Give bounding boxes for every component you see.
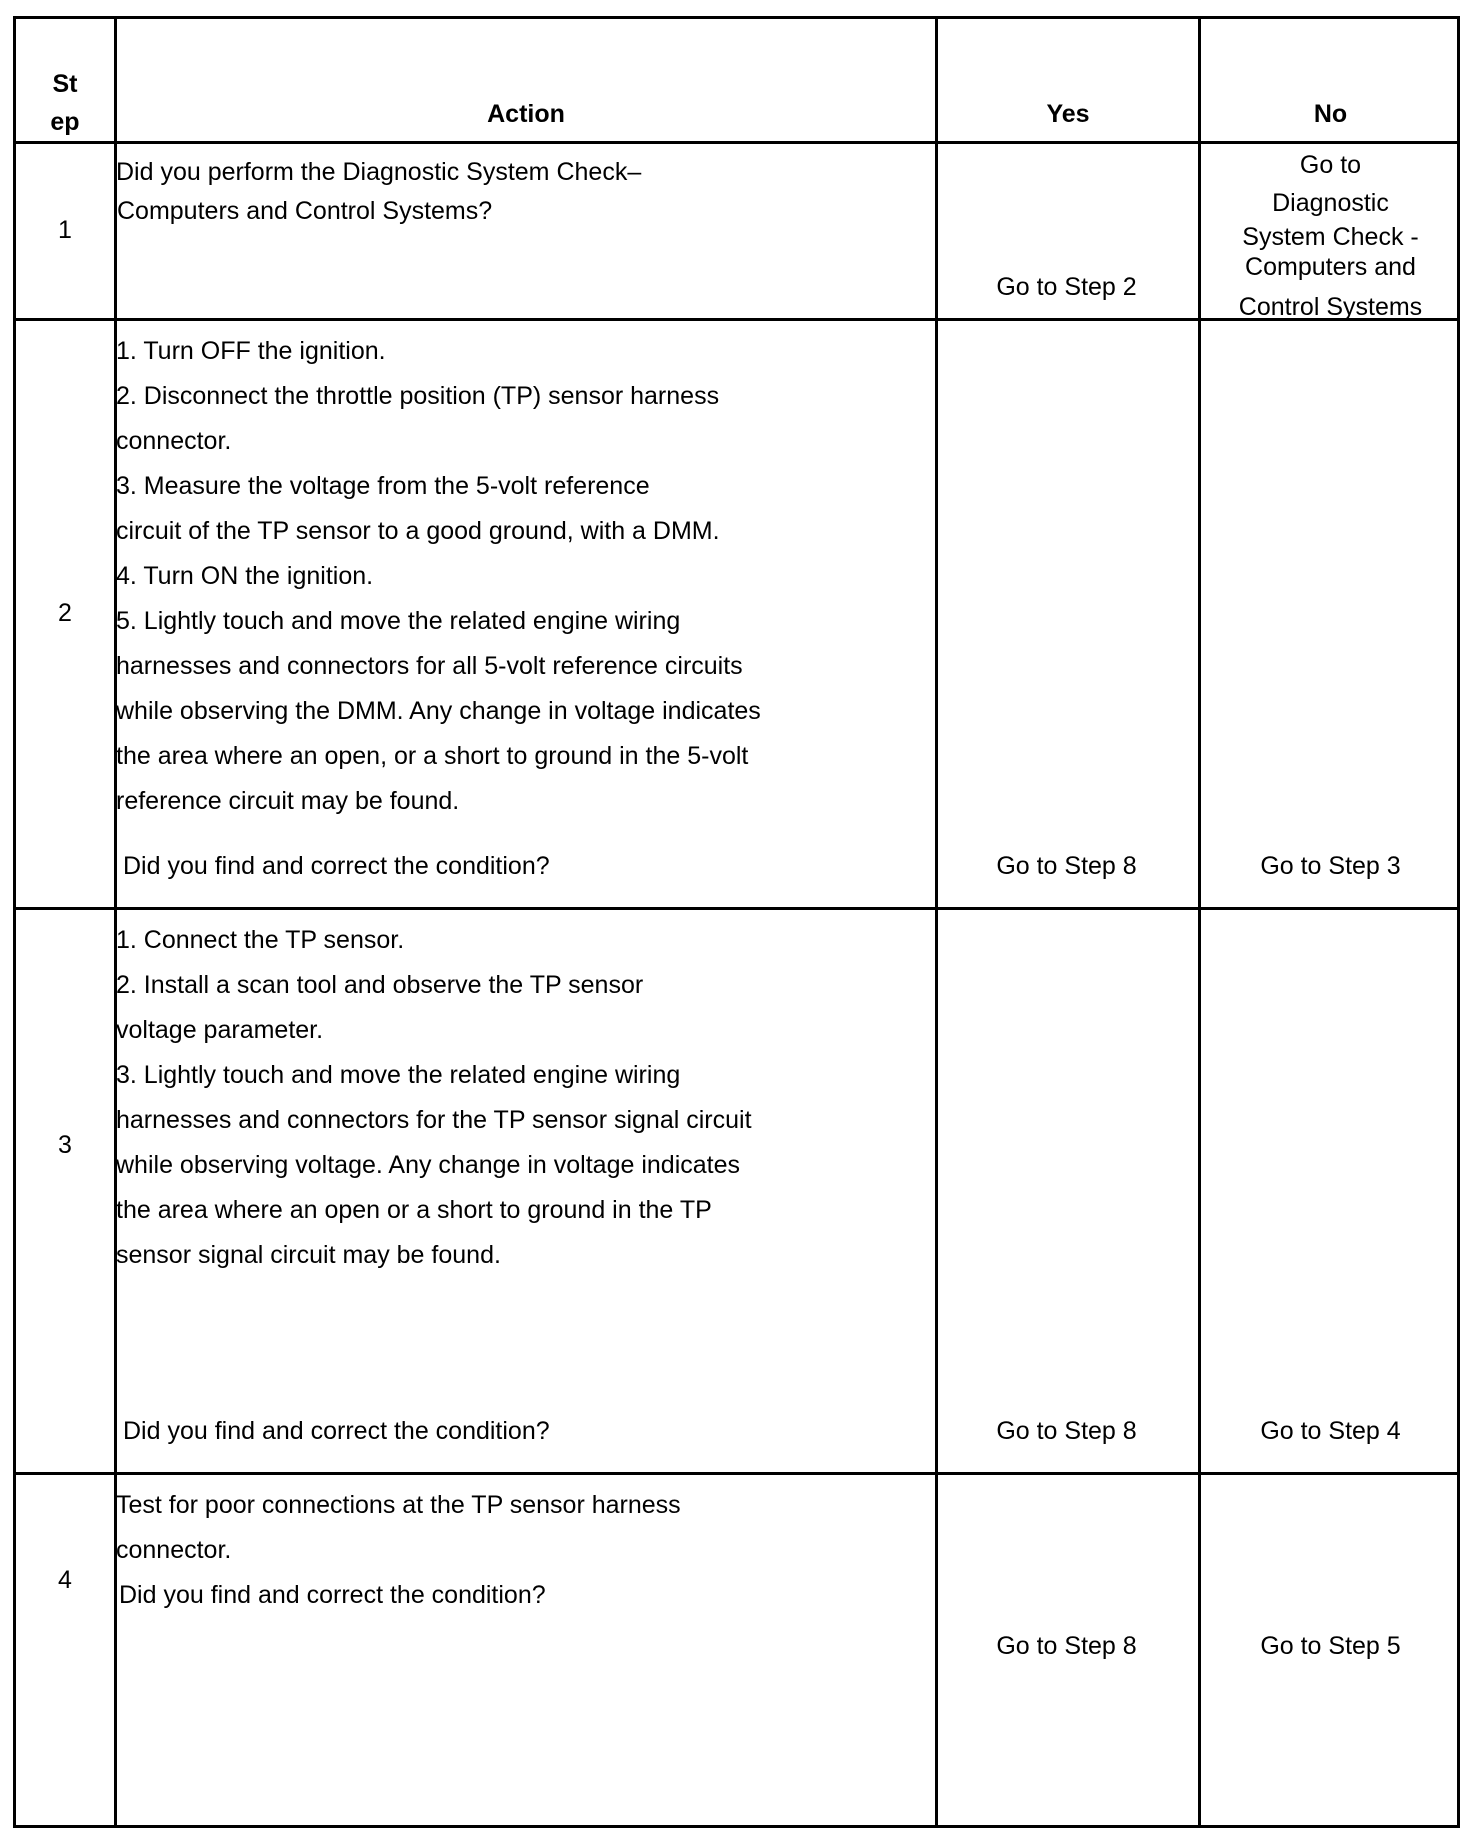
action-line: circuit of the TP sensor to a good ground, with a DMM.: [116, 517, 720, 545]
action-line: harnesses and connectors for all 5-volt reference circuits: [116, 652, 743, 680]
action-text: [116, 918, 752, 1278]
table-row: [16, 907, 1457, 1475]
header-yes: Yes: [1046, 100, 1090, 128]
action-line: 2. Install a scan tool and observe the TP sensor: [116, 971, 644, 999]
action-line: 3. Lightly touch and move the related engine wiring: [116, 1061, 681, 1089]
header-step: [16, 65, 114, 141]
action-line: 1. Turn OFF the ignition.: [116, 337, 386, 365]
no-cell: Go to Step 4: [1260, 1417, 1401, 1445]
table-row: [16, 1472, 1457, 1828]
no-cell: Go to Step 3: [1260, 852, 1401, 880]
action-line: 2. Disconnect the throttle position (TP) sensor harness: [116, 382, 720, 410]
no-line: Control Systems: [1238, 293, 1423, 321]
header-action: Action: [487, 100, 565, 128]
action-line: connector.: [116, 427, 232, 455]
action-line: harnesses and connectors for the TP sensor signal circuit: [116, 1106, 752, 1134]
action-line: while observing the DMM. Any change in voltage indicates: [116, 697, 761, 725]
header-row: [16, 19, 1457, 144]
step-number: 3: [58, 1131, 72, 1159]
action-line: 1. Connect the TP sensor.: [116, 926, 405, 954]
action-line: sensor signal circuit may be found.: [116, 1241, 501, 1269]
no-cell: Go to Step 5: [1260, 1632, 1401, 1660]
yes-cell: Go to Step 8: [996, 1632, 1137, 1660]
action-line: Computers and Control Systems?: [117, 197, 493, 225]
action-line: while observing voltage. Any change in voltage indicates: [116, 1151, 741, 1179]
action-line: voltage parameter.: [116, 1016, 324, 1044]
table-row: [16, 141, 1457, 321]
no-cell: [1201, 146, 1460, 324]
step-number: 4: [58, 1566, 72, 1594]
no-line: Diagnostic: [1272, 189, 1389, 217]
step-number: 2: [58, 599, 72, 627]
question-text: Did you find and correct the condition?: [123, 852, 550, 880]
yes-cell: Go to Step 8: [996, 1417, 1137, 1445]
no-line: System Check -: [1242, 223, 1419, 251]
header-step-line2: ep: [50, 108, 80, 136]
action-line: 3. Measure the voltage from the 5-volt reference: [116, 472, 650, 500]
step-number: 1: [58, 216, 72, 244]
action-line: Test for poor connections at the TP sensor harness: [116, 1491, 681, 1519]
no-line: Go to: [1299, 151, 1362, 179]
action-text: [116, 329, 761, 824]
action-text: [116, 153, 641, 231]
action-line: 5. Lightly touch and move the related engine wiring: [116, 607, 681, 635]
no-line: Computers and: [1245, 253, 1416, 281]
yes-cell: Go to Step 8: [996, 852, 1137, 880]
action-line: Did you perform the Diagnostic System Check–: [116, 158, 642, 186]
action-text: [116, 1483, 681, 1618]
header-no: No: [1313, 100, 1348, 128]
yes-cell: Go to Step 2: [996, 273, 1137, 301]
action-line: the area where an open, or a short to ground in the 5-volt: [116, 742, 749, 770]
table-row: [16, 318, 1457, 910]
action-line: reference circuit may be found.: [116, 787, 460, 815]
header-step-line1: St: [52, 70, 78, 98]
question-text: Did you find and correct the condition?: [119, 1581, 546, 1609]
action-line: 4. Turn ON the ignition.: [116, 562, 374, 590]
diagnostic-table: [13, 16, 1460, 1828]
action-line: the area where an open or a short to ground in the TP: [116, 1196, 712, 1224]
action-line: connector.: [116, 1536, 232, 1564]
question-text: Did you find and correct the condition?: [123, 1417, 550, 1445]
